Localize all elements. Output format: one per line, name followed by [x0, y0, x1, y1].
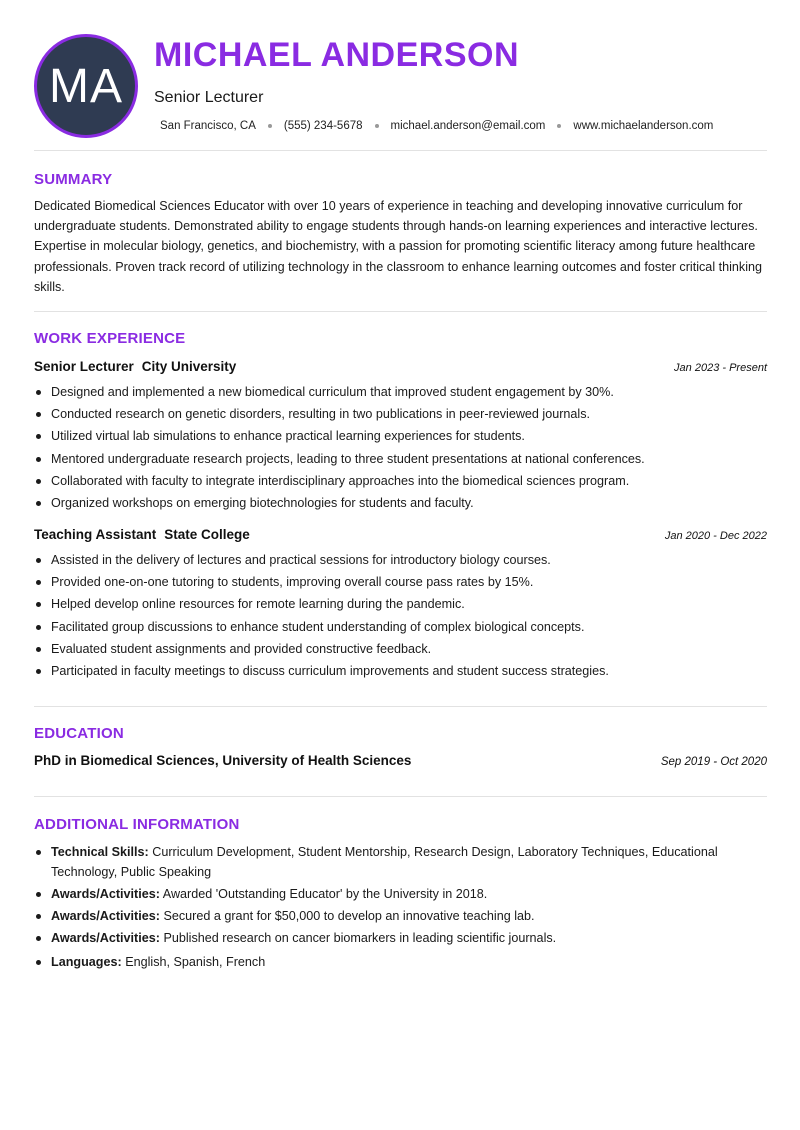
list-item: Participated in faculty meetings to discuss curriculum improvements and student success strategies.	[34, 660, 767, 682]
info-text: Awarded 'Outstanding Educator' by the University in 2018.	[162, 887, 488, 901]
list-item: Mentored undergraduate research projects, leading to three student presentations at national conferences.	[34, 448, 767, 470]
contact-line	[160, 120, 713, 132]
education-entry	[34, 753, 767, 768]
summary-heading: SUMMARY	[34, 171, 113, 188]
divider	[34, 796, 767, 797]
info-text: Curriculum Development, Student Mentorship, Research Design, Laboratory Techniques, Educational Technology, Public Speaking	[51, 845, 718, 879]
job-header	[34, 359, 767, 374]
list-item: Conducted research on genetic disorders, resulting in two publications in peer-reviewed journals.	[34, 403, 767, 425]
list-item	[34, 952, 767, 972]
contact-phone: (555) 234-5678	[283, 120, 363, 132]
job-title	[34, 527, 250, 542]
list-item: Evaluated student assignments and provided constructive feedback.	[34, 638, 767, 660]
list-item: Designed and implemented a new biomedical curriculum that improved student engagement by 30%.	[34, 381, 767, 403]
dot-separator-icon	[268, 124, 272, 128]
job-dates: Jan 2020 - Dec 2022	[664, 530, 767, 542]
education-dates: Sep 2019 - Oct 2020	[660, 756, 767, 768]
list-item: Facilitated group discussions to enhance student understanding of complex biological concepts.	[34, 616, 767, 638]
list-item: Collaborated with faculty to integrate interdisciplinary approaches into the biomedical sciences program.	[34, 470, 767, 492]
info-text: Published research on cancer biomarkers in leading scientific journals.	[163, 931, 557, 945]
dot-separator-icon	[375, 124, 379, 128]
education-degree: PhD in Biomedical Sciences, University of Health Sciences	[34, 753, 412, 768]
info-label: Awards/Activities:	[51, 909, 160, 923]
job-title	[34, 359, 236, 374]
divider	[34, 706, 767, 707]
dot-separator-icon	[557, 124, 561, 128]
info-label: Awards/Activities:	[51, 931, 160, 945]
avatar-initials: MA	[49, 59, 123, 113]
job-bullets	[34, 549, 767, 682]
avatar	[34, 34, 138, 138]
additional-heading: ADDITIONAL INFORMATION	[34, 816, 240, 833]
job-role: Teaching Assistant	[34, 527, 157, 542]
info-text: English, Spanish, French	[125, 955, 266, 969]
contact-location: San Francisco, CA	[160, 120, 256, 132]
divider	[34, 311, 767, 312]
resume-header	[0, 0, 800, 150]
list-item: Helped develop online resources for remote learning during the pandemic.	[34, 593, 767, 615]
job-org: State College	[164, 527, 250, 542]
info-text: Secured a grant for $50,000 to develop an innovative teaching lab.	[163, 909, 535, 923]
info-label: Languages:	[51, 955, 122, 969]
job-bullets	[34, 381, 767, 514]
divider	[34, 150, 767, 151]
job-header	[34, 527, 767, 542]
summary-text: Dedicated Biomedical Sciences Educator with over 10 years of experience in teaching and developing innovative curriculum for undergraduate students. Demonstrated ability to engage students through hands-on learning experiences and interactive lectures. Expertise in molecular biology, genetics, and biochemistry, with a passion for promoting scientific literacy among future healthcare professionals. Proven track record of utilizing technology in the classroom to enhance learning outcomes and foster critical thinking skills.	[34, 199, 763, 294]
list-item	[34, 906, 767, 926]
list-item: Provided one-on-one tutoring to students, improving overall course pass rates by 15%.	[34, 571, 767, 593]
list-item: Utilized virtual lab simulations to enhance practical learning experiences for students.	[34, 425, 767, 447]
contact-email[interactable]: michael.anderson@email.com	[390, 120, 546, 132]
list-item	[34, 928, 767, 948]
info-label: Technical Skills:	[51, 845, 149, 859]
job-dates: Jan 2023 - Present	[674, 362, 767, 374]
contact-website[interactable]: www.michaelanderson.com	[573, 120, 714, 132]
job-org: City University	[141, 359, 237, 374]
info-label: Awards/Activities:	[51, 887, 160, 901]
additional-list	[34, 842, 767, 974]
experience-heading: WORK EXPERIENCE	[34, 330, 186, 347]
list-item	[34, 884, 767, 904]
candidate-name: MICHAEL ANDERSON	[154, 36, 520, 74]
education-heading: EDUCATION	[34, 725, 124, 742]
list-item: Assisted in the delivery of lectures and practical sessions for introductory biology courses.	[34, 549, 767, 571]
job-role: Senior Lecturer	[34, 359, 134, 374]
candidate-title: Senior Lecturer	[154, 89, 264, 106]
list-item: Organized workshops on emerging biotechnologies for students and faculty.	[34, 492, 767, 514]
list-item	[34, 842, 767, 882]
